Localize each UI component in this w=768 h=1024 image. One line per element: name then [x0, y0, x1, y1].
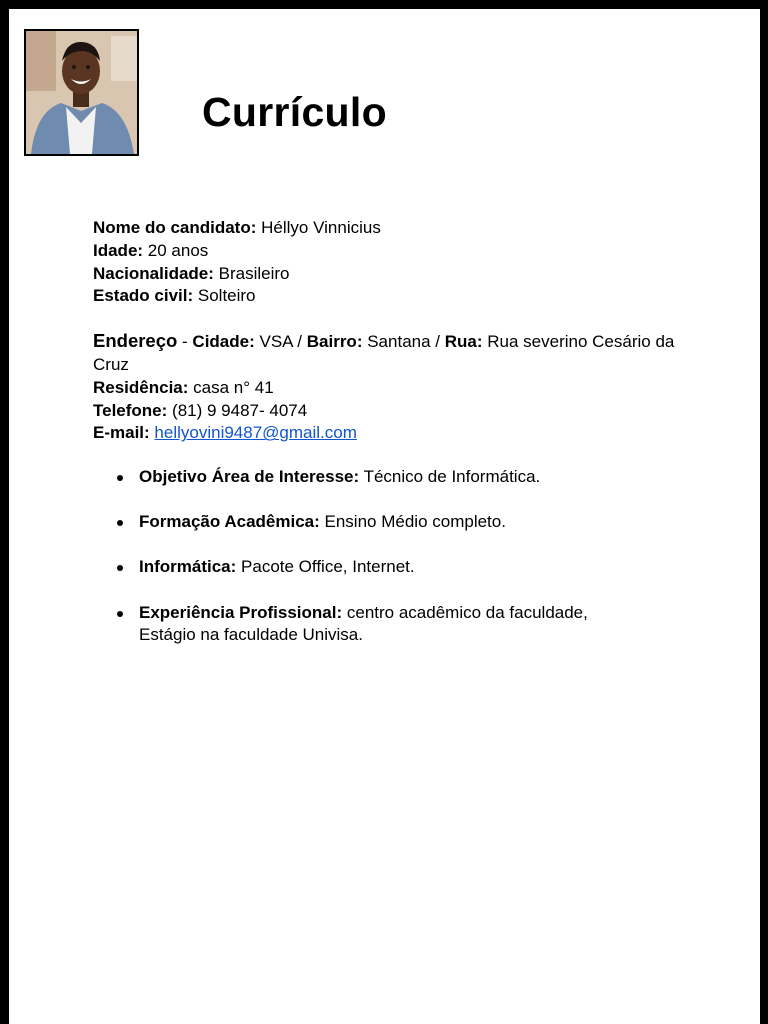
district-label: Bairro: [306, 332, 363, 352]
city-value: VSA / [259, 332, 307, 352]
profile-photo [24, 29, 139, 156]
phone-label: Telefone: [93, 400, 168, 420]
age-line [93, 240, 693, 263]
street-label: Rua: [444, 332, 483, 352]
name-line [93, 217, 693, 240]
address-separator: - [177, 332, 193, 352]
spacer [93, 308, 693, 330]
nationality-label: Nacionalidade: [93, 263, 214, 283]
email-line [93, 422, 693, 445]
resume-page [9, 9, 760, 1024]
civil-status-value: Solteiro [197, 286, 256, 306]
list-item [115, 556, 635, 579]
section-label: Informática: [139, 557, 237, 577]
section-label: Experiência Profissional: [139, 602, 343, 622]
nationality-line [93, 263, 693, 286]
email-link[interactable]: hellyovini9487@gmail.com [154, 423, 357, 443]
section-value: Ensino Médio completo. [324, 512, 506, 532]
phone-value: (81) 9 9487- 4074 [172, 400, 308, 420]
civil-status-label: Estado civil: [93, 286, 194, 306]
section-value: centro acadêmico da faculdade, Estágio na faculdade Univisa. [139, 602, 588, 645]
person-photo-illustration [26, 31, 137, 154]
age-label: Idade: [93, 240, 144, 260]
section-value: Pacote Office, Internet. [241, 557, 415, 577]
district-value: Santana / [367, 332, 445, 352]
residence-line [93, 377, 693, 400]
name-label: Nome do candidato: [93, 218, 257, 237]
list-item [115, 511, 635, 534]
list-item [115, 602, 635, 648]
section-label: Formação Acadêmica: [139, 512, 320, 532]
section-value: Técnico de Informática. [363, 467, 541, 486]
residence-value: casa n° 41 [193, 377, 274, 397]
email-label: E-mail: [93, 423, 150, 443]
name-value: Héllyo Vinnicius [261, 218, 381, 237]
address-label: Endereço [93, 330, 178, 352]
street-value: Rua severino Cesário da Cruz [93, 332, 675, 374]
section-label: Objetivo Área de Interesse: [139, 467, 360, 486]
nationality-value: Brasileiro [218, 263, 290, 283]
resume-sections [115, 466, 635, 670]
civil-status-line [93, 285, 693, 308]
list-item [115, 466, 635, 489]
page-title: Currículo [202, 89, 387, 135]
city-label: Cidade: [192, 332, 255, 352]
age-value: 20 anos [147, 240, 209, 260]
phone-line [93, 400, 693, 423]
address-line [93, 330, 693, 377]
residence-label: Residência: [93, 377, 189, 397]
personal-info [93, 217, 693, 445]
